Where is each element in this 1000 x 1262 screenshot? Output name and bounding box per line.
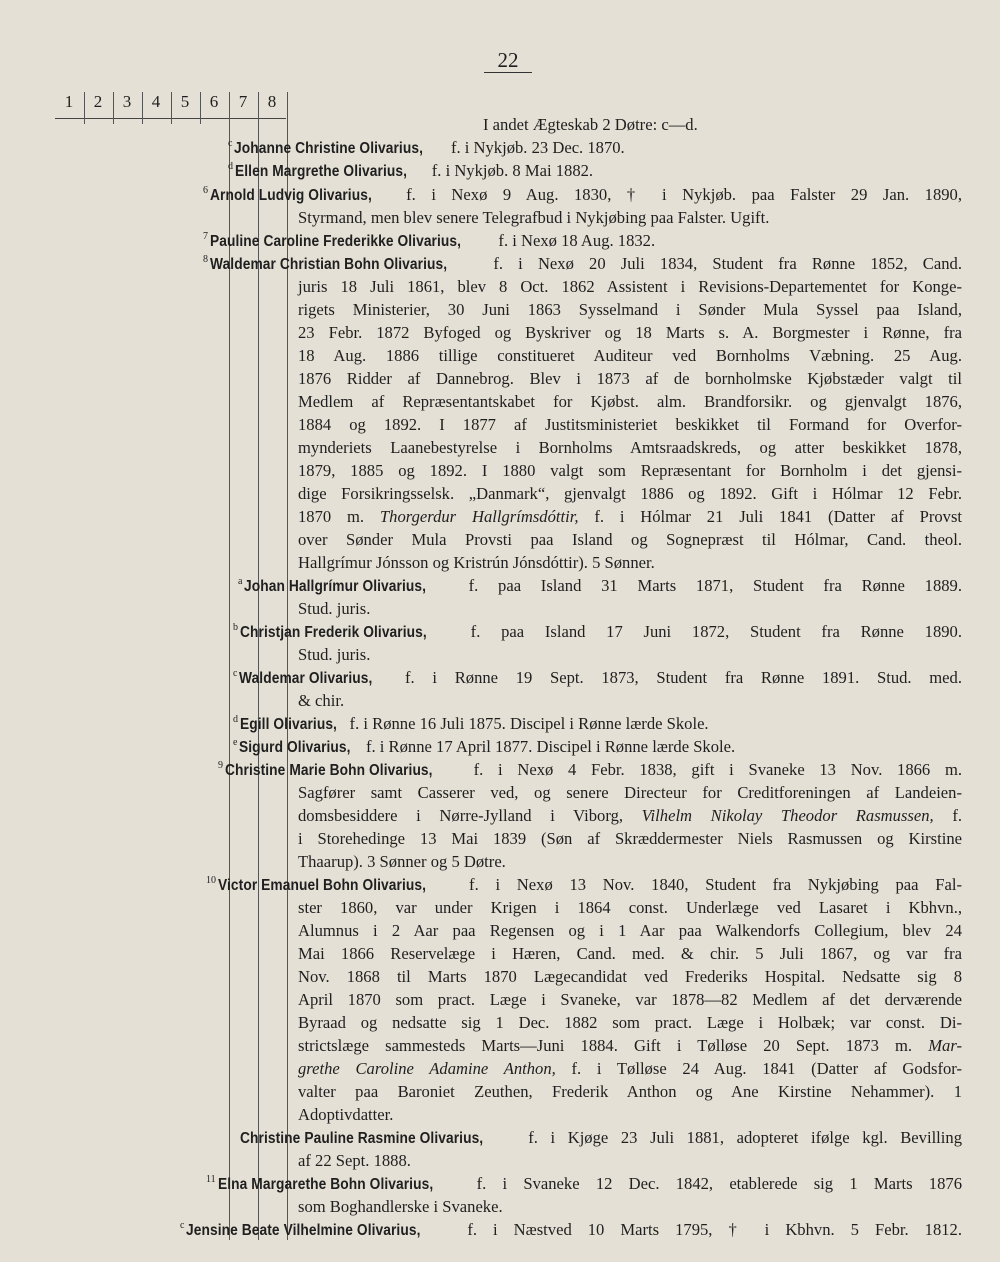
text-run: f. i Hólmar 21 Juli 1841 (Datter af Provst [578,507,963,526]
text-line [298,461,962,481]
text-run: I andet Ægteskab 2 Døtre: c—d. [483,115,698,134]
text-line [298,944,962,964]
text-line [298,1036,962,1056]
person-name: Elna Margarethe Bohn Olivarius, [217,1176,433,1193]
entry-marker: 8 [203,254,208,266]
text-line [298,369,962,389]
entry-marker: c [180,1220,185,1232]
text-line [298,346,962,366]
text-run: rigets Ministerier, 30 Juni 1863 Sysselmand i Sønder Mula Syssel paa Island, [298,300,962,319]
person-name: Christjan Frederik Olivarius, [240,624,427,641]
entry-marker: c [228,138,233,150]
column-rule [171,92,172,124]
column-number: 8 [267,92,277,111]
entry-marker: c [233,668,238,680]
text-run: mynderiets Laanebestyrelse i Bornholms Amtsraadskreds, og atter beskikket 1878, [298,438,962,457]
text-run: dige Forsikringsselsk. „Danmark“, gjenvalgt 1886 og 1892. Gift i Hólmar 12 Febr. [298,484,962,503]
text-run: Styrmand, men blev senere Telegrafbud i Nykjøbing paa Falster. Ugift. [298,208,770,227]
entry-marker: 7 [203,231,208,243]
text-line [298,783,962,803]
text-line [298,415,962,435]
column-number: 2 [93,92,103,111]
text-line [298,921,962,941]
text-run: over Sønder Mula Provsti paa Island og Sognepræst til Hólmar, Cand. theol. [298,530,962,549]
text-line [298,277,962,297]
text-run: Sagfører samt Casserer ved, og senere Directeur for Creditforeningen af Landeien- [298,783,962,802]
text-line [240,1128,962,1149]
column-rule [142,92,143,124]
column-rule [84,92,85,124]
text-line [298,392,962,412]
person-name: Sigurd Olivarius, [239,739,352,756]
text-line [298,852,970,872]
entry-marker: b [233,622,238,634]
person-name: Waldemar Olivarius, [239,670,373,687]
text-run: f. i Nexø 20 Juli 1834, Student fra Rønne 1852, Cand. [478,254,962,273]
entry-marker: a [238,576,243,588]
text-run: Mai 1866 Reservelæge i Hæren, Cand. med. & chir. 5 Juli 1867, og var fra [298,944,962,963]
text-line [298,530,962,550]
text-line [218,760,962,781]
text-run: f. i Nykjøb. 8 Mai 1882. [427,161,594,180]
text-line [298,829,962,849]
text-line [298,967,962,987]
text-run: Hallgrímur Jónsson og Kristrún Jónsdóttir). 5 Sønner. [298,553,655,572]
text-run: Medlem af Repræsentantskabet for Kjøbst. alm. Brandforsikr. og gjenvalgt 1876, [298,392,962,411]
text-line [298,691,970,711]
text-run: f. i Nexø 9 Aug. 1830, † i Nykjøb. paa Falster 29 Jan. 1890, [390,185,962,204]
text-run: f. i Rønne 19 Sept. 1873, Student fra Rønne 1891. Stud. med. [387,668,962,687]
text-line [203,231,970,252]
text-run: f. i Nexø 13 Nov. 1840, Student fra Nykjøbing paa Fal- [452,875,962,894]
text-run: domsbesiddere i Nørre-Jylland i Viborg, [298,806,642,825]
text-run: f. i Kjøge 23 Juli 1881, adopteret ifølge kgl. Bevilling [515,1128,962,1147]
text-run: f. [933,806,962,825]
text-run: f. i Tølløse 24 Aug. 1841 (Datter af Godsfor- [555,1059,963,1078]
text-line [298,806,962,826]
text-run: af 22 Sept. 1888. [298,1151,411,1170]
text-run: strictslæge sammesteds Marts—Juni 1884. Gift i Tølløse 20 Sept. 1873 m. [298,1036,929,1055]
text-line [298,645,970,665]
text-run: juris 18 Juli 1861, blev 8 Oct. 1862 Assistent i Revisions-Departementet for Konge- [298,277,962,296]
text-line [483,115,970,135]
text-line [298,1197,970,1217]
text-line [203,185,962,206]
text-line [298,1151,970,1171]
person-name: Christine Pauline Rasmine Olivarius, [240,1130,484,1147]
person-name: Waldemar Christian Bohn Olivarius, [210,256,448,273]
text-line [238,576,962,597]
text-run: Stud. juris. [298,645,371,664]
column-number: 4 [151,92,161,111]
text-line [203,254,962,275]
text-run: valter paa Baroniet Zeuthen, Frederik Anthon og Ane Kirstine Nehammer). 1 [298,1082,962,1101]
text-run: f. i Nykjøb. 23 Dec. 1870. [446,138,625,157]
page-number: 22 [484,48,532,73]
text-run: ster 1860, var under Krigen i 1864 const. Underlæge ved Lasaret i Kbhvn., [298,898,962,917]
text-run: f. i Næstved 10 Marts 1795, † i Kbhvn. 5 Febr. 1812. [451,1220,962,1239]
text-run: & chir. [298,691,345,710]
text-line [298,599,970,619]
entry-marker: d [233,714,238,726]
person-name: Ellen Margrethe Olivarius, [235,163,407,180]
text-line [298,1105,970,1125]
text-run: 23 Febr. 1872 Byfoged og Byskriver og 18 Marts s. A. Borgmester i Rønne, fra [298,323,962,342]
text-run: Vilhelm Nikolay Theodor Rasmussen, [641,806,934,825]
text-line [206,875,962,896]
text-line [298,208,970,228]
text-line [298,990,962,1010]
text-run: grethe Caroline Adamine Anthon, [298,1059,556,1078]
text-line [298,1082,962,1102]
entry-marker: e [233,737,238,749]
entry-marker: 11 [206,1174,216,1186]
entry-marker: d [228,161,233,173]
text-run: som Boghandlerske i Svaneke. [298,1197,503,1216]
text-run: f. i Rønne 17 April 1877. Discipel i Rønne lærde Skole. [361,737,736,756]
text-line [233,622,962,643]
column-rule [113,92,114,124]
person-name: Jensine Beate Vilhelmine Olivarius, [186,1222,421,1239]
text-line [298,553,970,573]
person-name: Johanne Christine Olivarius, [234,140,424,157]
text-line [180,1220,962,1241]
text-run: April 1870 som pract. Læge i Svaneke, var 1878—82 Medlem af det derværende [298,990,962,1009]
column-number: 1 [64,92,74,111]
text-line [298,300,962,320]
text-line [298,507,962,527]
entry-marker: 6 [203,185,208,197]
text-run: f. i Nexø 4 Febr. 1838, gift i Svaneke 13 Nov. 1866 m. [458,760,962,779]
text-run: f. i Rønne 16 Juli 1875. Discipel i Rønne lærde Skole. [345,714,709,733]
person-name: Pauline Caroline Frederikke Olivarius, [210,233,462,250]
text-line [228,161,970,182]
person-name: Johan Hallgrímur Olivarius, [244,578,427,595]
text-run: f. paa Island 31 Marts 1871, Student fra Rønne 1889. [448,576,962,595]
entry-marker: 9 [218,760,223,772]
text-run: f. i Svaneke 12 Dec. 1842, etablerede sig 1 Marts 1876 [460,1174,962,1193]
text-run: f. i Nexø 18 Aug. 1832. [494,231,656,250]
text-run: Alumnus i 2 Aar paa Regensen og i 1 Aar paa Walkendorfs Collegium, blev 24 [298,921,962,940]
person-name: Victor Emanuel Bohn Olivarius, [218,877,427,894]
text-line [298,898,962,918]
text-run: Stud. juris. [298,599,371,618]
person-name: Egill Olivarius, [240,716,337,733]
entry-marker: 10 [206,875,216,887]
text-run: Byraad og nedsatte sig 1 Dec. 1882 som pract. Læge i Holbæk; var const. Di- [298,1013,962,1032]
person-name: Arnold Ludvig Olivarius, [210,187,372,204]
text-run: 1870 m. [298,507,380,526]
text-run: Mar- [928,1036,962,1055]
text-line [298,1013,962,1033]
text-line [233,714,970,735]
text-run: Thorgerdur Hallgrímsdóttir, [379,507,579,526]
text-run: i Storehedinge 13 Mai 1839 (Søn af Skræddermester Niels Rasmussen og Kirstine [298,829,962,848]
column-number: 6 [209,92,219,111]
column-number: 5 [180,92,190,111]
column-number: 3 [122,92,132,111]
text-line [298,1059,962,1079]
text-run: Adoptivdatter. [298,1105,394,1124]
text-run: Thaarup). 3 Sønner og 5 Døtre. [298,852,506,871]
text-line [298,484,962,504]
text-run: Nov. 1868 til Marts 1870 Lægecandidat ved Frederiks Hospital. Nedsatte sig 8 [298,967,962,986]
text-run: 1876 Ridder af Dannebrog. Blev i 1873 af de bornholmske Kjøbstæder valgt til [298,369,962,388]
text-line [206,1174,962,1195]
text-line [298,323,962,343]
text-run: f. paa Island 17 Juni 1872, Student fra Rønne 1890. [449,622,962,641]
text-run: 18 Aug. 1886 tillige constitueret Auditeur ved Bornholms Væbning. 25 Aug. [298,346,962,365]
text-run: 1879, 1885 og 1892. I 1880 valgt som Repræsentant for Bornholm i det gjensi- [298,461,962,480]
text-run: 1884 og 1892. I 1877 af Justitsministeriet beskikket til Formand for Overfor- [298,415,962,434]
column-number: 7 [238,92,248,111]
text-line [233,737,970,758]
text-line [298,438,962,458]
column-rule [200,92,201,124]
text-line [233,668,962,689]
text-line [228,138,970,159]
person-name: Christine Marie Bohn Olivarius, [225,762,433,779]
